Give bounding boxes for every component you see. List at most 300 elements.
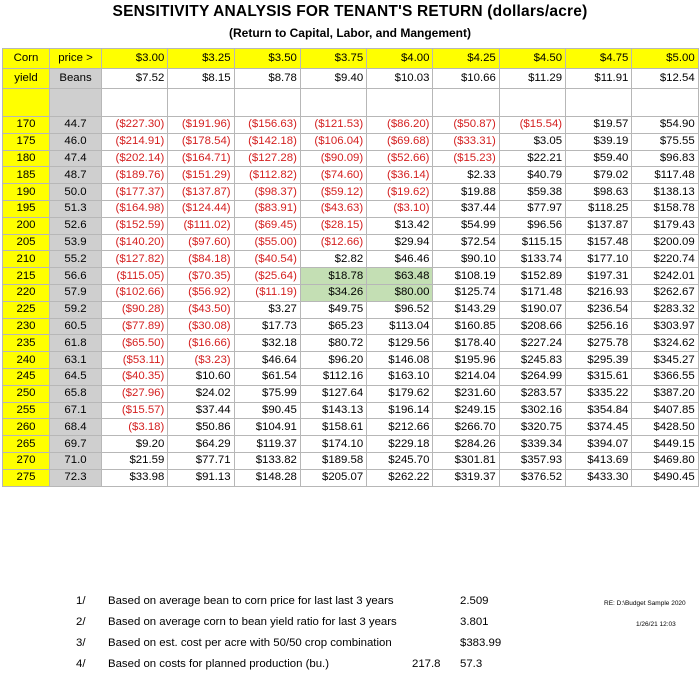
- return-cell: $231.60: [433, 385, 499, 402]
- yield-cell: 175: [3, 133, 50, 150]
- return-cell: $2.82: [300, 251, 366, 268]
- return-cell: ($191.96): [168, 117, 234, 134]
- return-cell: $196.14: [367, 402, 433, 419]
- return-cell: $113.04: [367, 318, 433, 335]
- return-cell: ($202.14): [102, 150, 168, 167]
- return-cell: $229.18: [367, 436, 433, 453]
- table-row: [3, 335, 699, 352]
- yield-cell: 260: [3, 419, 50, 436]
- return-cell: $197.31: [566, 268, 632, 285]
- return-cell: $189.58: [300, 452, 366, 469]
- return-cell: $249.15: [433, 402, 499, 419]
- return-cell: ($164.71): [168, 150, 234, 167]
- table-row: [3, 234, 699, 251]
- return-cell: $40.79: [499, 167, 565, 184]
- return-cell: $407.85: [632, 402, 698, 419]
- return-cell: ($112.82): [234, 167, 300, 184]
- beans-yield-cell: 47.4: [50, 150, 102, 167]
- yield-cell: 215: [3, 268, 50, 285]
- return-cell: ($11.19): [234, 284, 300, 301]
- return-cell: ($15.57): [102, 402, 168, 419]
- return-cell: $133.82: [234, 452, 300, 469]
- yield-cell: 265: [3, 436, 50, 453]
- return-cell: $90.10: [433, 251, 499, 268]
- return-cell: ($121.53): [300, 117, 366, 134]
- return-cell: $264.99: [499, 368, 565, 385]
- return-cell: $262.22: [367, 469, 433, 486]
- return-cell: $220.74: [632, 251, 698, 268]
- yield-cell: 225: [3, 301, 50, 318]
- return-cell: $29.94: [367, 234, 433, 251]
- spacer-row: [3, 89, 699, 117]
- return-cell: $2.33: [433, 167, 499, 184]
- return-cell: $19.57: [566, 117, 632, 134]
- yield-cell: 210: [3, 251, 50, 268]
- return-cell: $174.10: [300, 436, 366, 453]
- return-cell: ($59.12): [300, 184, 366, 201]
- return-cell: ($19.62): [367, 184, 433, 201]
- beans-yield-cell: 61.8: [50, 335, 102, 352]
- bean-price-row: [3, 69, 699, 89]
- date-note: 1/26/21 12:03: [636, 621, 676, 628]
- return-cell: $77.97: [499, 200, 565, 217]
- footnote-text: Based on average corn to bean yield ratio for last 3 years: [108, 616, 397, 628]
- table-row: [3, 251, 699, 268]
- footnote-number: 3/: [76, 637, 86, 649]
- table-row: [3, 184, 699, 201]
- return-cell: $208.66: [499, 318, 565, 335]
- return-cell: $104.91: [234, 419, 300, 436]
- return-cell: ($151.29): [168, 167, 234, 184]
- bean-price-cell: $8.78: [234, 69, 300, 89]
- return-cell: $21.59: [102, 452, 168, 469]
- footnote-number: 1/: [76, 595, 86, 607]
- return-cell: $54.90: [632, 117, 698, 134]
- bean-price-cell: $12.54: [632, 69, 698, 89]
- return-cell: ($28.15): [300, 217, 366, 234]
- return-cell: $158.78: [632, 200, 698, 217]
- return-cell: $91.13: [168, 469, 234, 486]
- return-cell: $19.88: [433, 184, 499, 201]
- return-cell: $319.37: [433, 469, 499, 486]
- beans-yield-cell: 46.0: [50, 133, 102, 150]
- return-cell: $46.64: [234, 352, 300, 369]
- return-cell: $345.27: [632, 352, 698, 369]
- table-row: [3, 452, 699, 469]
- return-cell: ($156.63): [234, 117, 300, 134]
- return-cell: $179.62: [367, 385, 433, 402]
- footnote-extra: 217.8: [412, 658, 441, 670]
- return-cell: $387.20: [632, 385, 698, 402]
- beans-yield-cell: 50.0: [50, 184, 102, 201]
- return-cell: $137.87: [566, 217, 632, 234]
- return-cell: $171.48: [499, 284, 565, 301]
- beans-yield-cell: 67.1: [50, 402, 102, 419]
- return-cell: ($70.35): [168, 268, 234, 285]
- table-row: [3, 301, 699, 318]
- spacer-cell: [300, 89, 366, 117]
- return-cell: $75.55: [632, 133, 698, 150]
- return-cell: $302.16: [499, 402, 565, 419]
- return-cell: $324.62: [632, 335, 698, 352]
- return-cell: ($15.54): [499, 117, 565, 134]
- return-cell: $118.25: [566, 200, 632, 217]
- return-cell: $59.38: [499, 184, 565, 201]
- return-cell: $32.18: [234, 335, 300, 352]
- return-cell: $490.45: [632, 469, 698, 486]
- return-cell: $366.55: [632, 368, 698, 385]
- return-cell: $262.67: [632, 284, 698, 301]
- return-cell: $320.75: [499, 419, 565, 436]
- return-cell: ($36.14): [367, 167, 433, 184]
- return-cell: $143.13: [300, 402, 366, 419]
- return-cell: $157.48: [566, 234, 632, 251]
- return-cell: $18.78: [300, 268, 366, 285]
- return-cell: $245.70: [367, 452, 433, 469]
- return-cell: $9.20: [102, 436, 168, 453]
- yield-cell: 185: [3, 167, 50, 184]
- return-cell: $96.83: [632, 150, 698, 167]
- yield-cell: 205: [3, 234, 50, 251]
- spacer-cell: [3, 89, 50, 117]
- table-row: [3, 150, 699, 167]
- return-cell: $212.66: [367, 419, 433, 436]
- beans-yield-cell: 55.2: [50, 251, 102, 268]
- beans-yield-cell: 69.7: [50, 436, 102, 453]
- return-cell: ($43.50): [168, 301, 234, 318]
- footnote-number: 4/: [76, 658, 86, 670]
- corn-price-cell: $3.00: [102, 49, 168, 69]
- return-cell: $295.39: [566, 352, 632, 369]
- yield-cell: 240: [3, 352, 50, 369]
- return-cell: $433.30: [566, 469, 632, 486]
- return-cell: ($111.02): [168, 217, 234, 234]
- return-cell: ($90.28): [102, 301, 168, 318]
- return-cell: $54.99: [433, 217, 499, 234]
- return-cell: ($15.23): [433, 150, 499, 167]
- return-cell: $10.60: [168, 368, 234, 385]
- return-cell: $50.86: [168, 419, 234, 436]
- corn-price-cell: $4.00: [367, 49, 433, 69]
- table-row: [3, 469, 699, 486]
- yield-label: yield: [3, 69, 50, 89]
- return-cell: ($178.54): [168, 133, 234, 150]
- return-cell: $138.13: [632, 184, 698, 201]
- yield-cell: 255: [3, 402, 50, 419]
- table-row: [3, 385, 699, 402]
- return-cell: ($53.11): [102, 352, 168, 369]
- return-cell: $65.23: [300, 318, 366, 335]
- footnote-number: 2/: [76, 616, 86, 628]
- table-row: [3, 318, 699, 335]
- corn-price-cell: $4.75: [566, 49, 632, 69]
- sensitivity-table: [2, 48, 699, 487]
- yield-cell: 270: [3, 452, 50, 469]
- return-cell: $3.27: [234, 301, 300, 318]
- return-cell: $469.80: [632, 452, 698, 469]
- footnote-value: 2.509: [460, 595, 489, 607]
- return-cell: ($140.20): [102, 234, 168, 251]
- return-cell: $17.73: [234, 318, 300, 335]
- footnote-text: Based on costs for planned production (bu.): [108, 658, 329, 670]
- table-row: [3, 436, 699, 453]
- return-cell: $190.07: [499, 301, 565, 318]
- table-row: [3, 368, 699, 385]
- return-cell: $152.89: [499, 268, 565, 285]
- beans-yield-cell: 59.2: [50, 301, 102, 318]
- table-row: [3, 167, 699, 184]
- footnote-text: Based on average bean to corn price for last last 3 years: [108, 595, 394, 607]
- return-cell: ($16.66): [168, 335, 234, 352]
- bean-price-cell: $11.29: [499, 69, 565, 89]
- return-cell: $301.81: [433, 452, 499, 469]
- return-cell: $13.42: [367, 217, 433, 234]
- return-cell: ($69.45): [234, 217, 300, 234]
- footnote-row: [2, 634, 698, 653]
- corn-price-cell: $4.25: [433, 49, 499, 69]
- table-row: [3, 200, 699, 217]
- return-cell: ($98.37): [234, 184, 300, 201]
- yield-cell: 230: [3, 318, 50, 335]
- corn-price-cell: $3.25: [168, 49, 234, 69]
- return-cell: ($56.92): [168, 284, 234, 301]
- return-cell: ($102.66): [102, 284, 168, 301]
- return-cell: $37.44: [433, 200, 499, 217]
- return-cell: $112.16: [300, 368, 366, 385]
- corn-price-cell: $5.00: [632, 49, 698, 69]
- spacer-cell: [367, 89, 433, 117]
- yield-cell: 245: [3, 368, 50, 385]
- return-cell: ($33.31): [433, 133, 499, 150]
- beans-yield-cell: 65.8: [50, 385, 102, 402]
- beans-yield-cell: 57.9: [50, 284, 102, 301]
- return-cell: $428.50: [632, 419, 698, 436]
- return-cell: ($55.00): [234, 234, 300, 251]
- return-cell: $335.22: [566, 385, 632, 402]
- return-cell: $177.10: [566, 251, 632, 268]
- return-cell: ($106.04): [300, 133, 366, 150]
- yield-cell: 180: [3, 150, 50, 167]
- page-subtitle: (Return to Capital, Labor, and Mangement): [228, 26, 471, 40]
- beans-label: Beans: [50, 69, 102, 89]
- return-cell: $200.09: [632, 234, 698, 251]
- table-row: [3, 352, 699, 369]
- bean-price-cell: $7.52: [102, 69, 168, 89]
- return-cell: $413.69: [566, 452, 632, 469]
- footnote-value: 57.3: [460, 658, 483, 670]
- table-row: [3, 268, 699, 285]
- footnote-value: 3.801: [460, 616, 489, 628]
- return-cell: $376.52: [499, 469, 565, 486]
- return-cell: ($90.09): [300, 150, 366, 167]
- return-cell: ($27.96): [102, 385, 168, 402]
- spacer-cell: [102, 89, 168, 117]
- beans-yield-cell: 68.4: [50, 419, 102, 436]
- return-cell: $3.05: [499, 133, 565, 150]
- return-cell: $129.56: [367, 335, 433, 352]
- return-cell: $283.32: [632, 301, 698, 318]
- return-cell: $266.70: [433, 419, 499, 436]
- return-cell: $80.00: [367, 284, 433, 301]
- return-cell: $72.54: [433, 234, 499, 251]
- return-cell: $216.93: [566, 284, 632, 301]
- return-cell: $80.72: [300, 335, 366, 352]
- return-cell: $242.01: [632, 268, 698, 285]
- yield-cell: 170: [3, 117, 50, 134]
- return-cell: $33.98: [102, 469, 168, 486]
- return-cell: ($50.87): [433, 117, 499, 134]
- return-cell: $357.93: [499, 452, 565, 469]
- return-cell: ($142.18): [234, 133, 300, 150]
- yield-cell: 275: [3, 469, 50, 486]
- return-cell: $146.08: [367, 352, 433, 369]
- return-cell: $90.45: [234, 402, 300, 419]
- return-cell: $315.61: [566, 368, 632, 385]
- return-cell: $96.20: [300, 352, 366, 369]
- return-cell: ($52.66): [367, 150, 433, 167]
- beans-yield-cell: 71.0: [50, 452, 102, 469]
- table-row: [3, 419, 699, 436]
- return-cell: $143.29: [433, 301, 499, 318]
- beans-yield-cell: 44.7: [50, 117, 102, 134]
- spacer-cell: [433, 89, 499, 117]
- corn-price-cell: $3.75: [300, 49, 366, 69]
- return-cell: $354.84: [566, 402, 632, 419]
- return-cell: $117.48: [632, 167, 698, 184]
- return-cell: $98.63: [566, 184, 632, 201]
- return-cell: $158.61: [300, 419, 366, 436]
- return-cell: $96.56: [499, 217, 565, 234]
- return-cell: $394.07: [566, 436, 632, 453]
- beans-yield-cell: 72.3: [50, 469, 102, 486]
- return-cell: ($189.76): [102, 167, 168, 184]
- bean-price-cell: $8.15: [168, 69, 234, 89]
- return-cell: ($124.44): [168, 200, 234, 217]
- return-cell: $160.85: [433, 318, 499, 335]
- footnote-row: [2, 655, 698, 674]
- price-label: price >: [50, 49, 102, 69]
- yield-cell: 190: [3, 184, 50, 201]
- return-cell: $303.97: [632, 318, 698, 335]
- yield-cell: 250: [3, 385, 50, 402]
- return-cell: $284.26: [433, 436, 499, 453]
- corn-price-row: [3, 49, 699, 69]
- beans-yield-cell: 48.7: [50, 167, 102, 184]
- return-cell: $374.45: [566, 419, 632, 436]
- table-row: [3, 133, 699, 150]
- corn-price-cell: $3.50: [234, 49, 300, 69]
- spacer-cell: [234, 89, 300, 117]
- return-cell: $195.96: [433, 352, 499, 369]
- footnote-text: Based on est. cost per acre with 50/50 crop combination: [108, 637, 392, 649]
- beans-yield-cell: 60.5: [50, 318, 102, 335]
- beans-yield-cell: 64.5: [50, 368, 102, 385]
- footnote-row: [2, 613, 698, 632]
- return-cell: ($214.91): [102, 133, 168, 150]
- return-cell: $125.74: [433, 284, 499, 301]
- beans-yield-cell: 52.6: [50, 217, 102, 234]
- return-cell: $178.40: [433, 335, 499, 352]
- return-cell: $179.43: [632, 217, 698, 234]
- yield-cell: 235: [3, 335, 50, 352]
- bean-price-cell: $10.66: [433, 69, 499, 89]
- return-cell: ($3.10): [367, 200, 433, 217]
- page-title: SENSITIVITY ANALYSIS FOR TENANT'S RETURN (dollars/acre): [112, 3, 588, 20]
- return-cell: ($97.60): [168, 234, 234, 251]
- return-cell: $75.99: [234, 385, 300, 402]
- return-cell: ($77.89): [102, 318, 168, 335]
- return-cell: $163.10: [367, 368, 433, 385]
- table-row: [3, 402, 699, 419]
- bean-price-cell: $10.03: [367, 69, 433, 89]
- yield-cell: 195: [3, 200, 50, 217]
- return-cell: ($43.63): [300, 200, 366, 217]
- return-cell: $64.29: [168, 436, 234, 453]
- yield-cell: 200: [3, 217, 50, 234]
- return-cell: $24.02: [168, 385, 234, 402]
- return-cell: $283.57: [499, 385, 565, 402]
- return-cell: ($83.91): [234, 200, 300, 217]
- return-cell: $108.19: [433, 268, 499, 285]
- return-cell: $79.02: [566, 167, 632, 184]
- spacer-cell: [168, 89, 234, 117]
- return-cell: ($227.30): [102, 117, 168, 134]
- yield-cell: 220: [3, 284, 50, 301]
- return-cell: ($137.87): [168, 184, 234, 201]
- return-cell: $96.52: [367, 301, 433, 318]
- return-cell: ($164.98): [102, 200, 168, 217]
- return-cell: $245.83: [499, 352, 565, 369]
- return-cell: $119.37: [234, 436, 300, 453]
- return-cell: ($152.59): [102, 217, 168, 234]
- return-cell: ($115.05): [102, 268, 168, 285]
- spacer-cell: [50, 89, 102, 117]
- return-cell: ($40.35): [102, 368, 168, 385]
- return-cell: ($3.18): [102, 419, 168, 436]
- corn-price-cell: $4.50: [499, 49, 565, 69]
- return-cell: ($69.68): [367, 133, 433, 150]
- return-cell: ($25.64): [234, 268, 300, 285]
- corn-label: Corn: [3, 49, 50, 69]
- return-cell: ($3.23): [168, 352, 234, 369]
- return-cell: $275.78: [566, 335, 632, 352]
- return-cell: ($127.82): [102, 251, 168, 268]
- spacer-cell: [632, 89, 698, 117]
- return-cell: $115.15: [499, 234, 565, 251]
- return-cell: ($12.66): [300, 234, 366, 251]
- return-cell: ($40.54): [234, 251, 300, 268]
- return-cell: $22.21: [499, 150, 565, 167]
- return-cell: ($177.37): [102, 184, 168, 201]
- footnote-row: [2, 592, 698, 611]
- bean-price-cell: $11.91: [566, 69, 632, 89]
- spacer-cell: [566, 89, 632, 117]
- beans-yield-cell: 53.9: [50, 234, 102, 251]
- return-cell: ($84.18): [168, 251, 234, 268]
- ref-note: RE: D:\Budget Sample 2020: [604, 600, 686, 607]
- return-cell: $236.54: [566, 301, 632, 318]
- spacer-cell: [499, 89, 565, 117]
- return-cell: ($74.60): [300, 167, 366, 184]
- return-cell: $63.48: [367, 268, 433, 285]
- bean-price-cell: $9.40: [300, 69, 366, 89]
- return-cell: ($86.20): [367, 117, 433, 134]
- return-cell: $133.74: [499, 251, 565, 268]
- return-cell: $77.71: [168, 452, 234, 469]
- return-cell: $127.64: [300, 385, 366, 402]
- table-row: [3, 117, 699, 134]
- return-cell: ($127.28): [234, 150, 300, 167]
